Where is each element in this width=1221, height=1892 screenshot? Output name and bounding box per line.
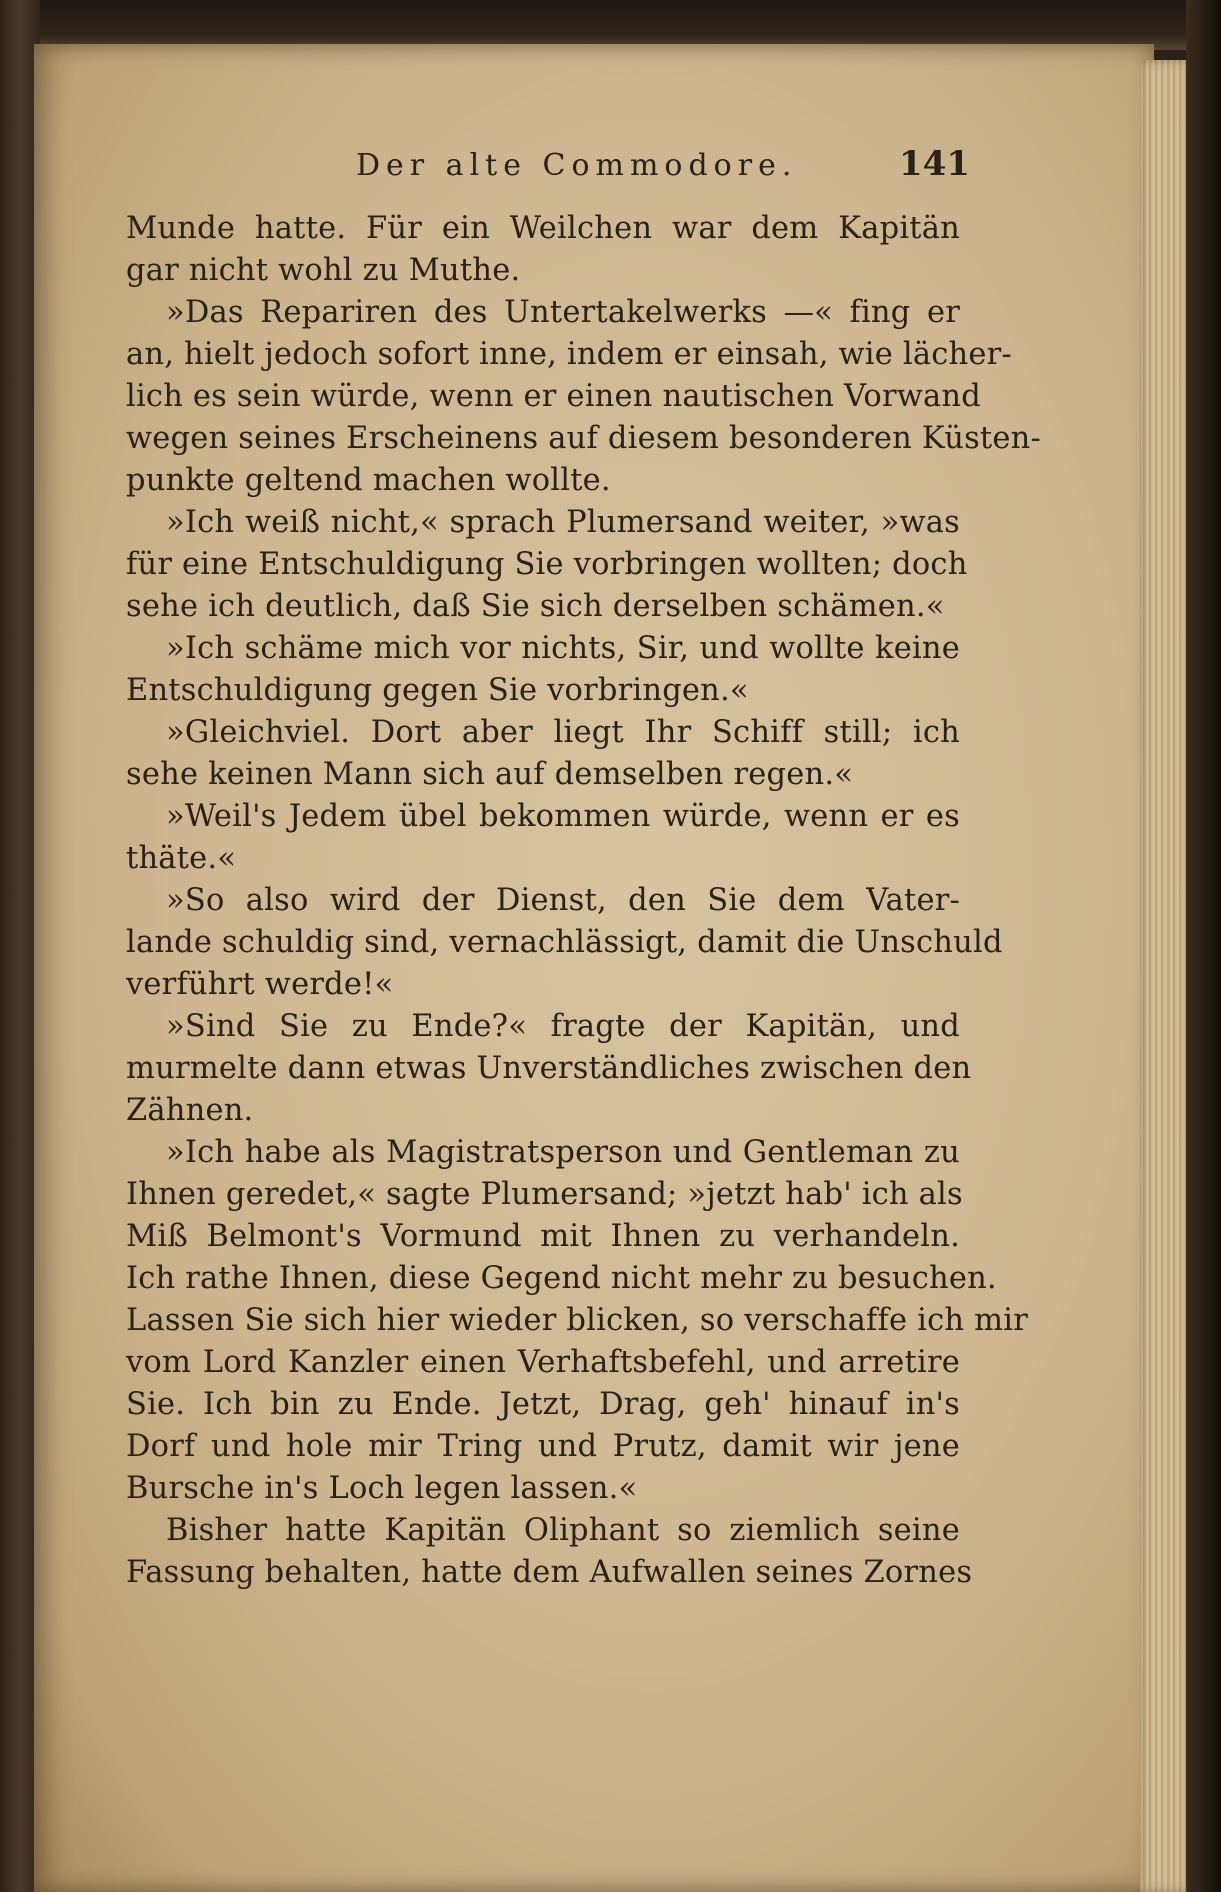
text-line: »So also wird der Dienst, den Sie dem Vater- — [166, 883, 960, 918]
text-line: »Sind Sie zu Ende?« fragte der Kapitän, und — [166, 1009, 960, 1044]
text-line: lich es sein würde, wenn er einen nautischen Vorwand — [126, 379, 981, 414]
text-line: Fassung behalten, hatte dem Aufwallen seines Zornes — [126, 1555, 973, 1590]
text-line: »Gleichviel. Dort aber liegt Ihr Schiff still; ich — [166, 715, 960, 750]
text-line: Bisher hatte Kapitän Oliphant so ziemlich seine — [166, 1513, 960, 1548]
body-text — [126, 208, 1041, 1594]
text-line: »Weil's Jedem übel bekommen würde, wenn er es — [166, 799, 960, 834]
text-line: Sie. Ich bin zu Ende. Jetzt, Drag, geh' hinauf in's — [126, 1387, 960, 1422]
text-line: an, hielt jedoch sofort inne, indem er einsah, wie lächer- — [126, 337, 1012, 372]
text-line: Zähnen. — [126, 1093, 254, 1128]
text-line: verführt werde!« — [126, 967, 394, 1002]
text-line: Lassen Sie sich hier wieder blicken, so verschaffe ich mir — [126, 1303, 1028, 1338]
text-line: lande schuldig sind, vernachlässigt, damit die Unschuld — [126, 925, 1003, 960]
text-line: für eine Entschuldigung Sie vorbringen wollten; doch — [126, 547, 968, 582]
running-title: Der alte Commodore. — [356, 148, 798, 183]
text-line: »Das Repariren des Untertakelwerks —« fing er — [166, 295, 960, 330]
text-line: Miß Belmont's Vormund mit Ihnen zu verhandeln. — [126, 1219, 960, 1254]
text-line: Ich rathe Ihnen, diese Gegend nicht mehr zu besuchen. — [126, 1261, 997, 1296]
text-line: Bursche in's Loch legen lassen.« — [126, 1471, 638, 1506]
text-line: thäte.« — [126, 841, 237, 876]
running-head — [126, 140, 970, 190]
text-line: »Ich weiß nicht,« sprach Plumersand weiter, »was — [166, 505, 960, 540]
top-binding-strip — [0, 0, 1221, 50]
text-line: »Ich habe als Magistratsperson und Gentleman zu — [166, 1135, 960, 1170]
text-line: »Ich schäme mich vor nichts, Sir, und wollte keine — [166, 631, 960, 666]
text-line: sehe keinen Mann sich auf demselben regen.« — [126, 757, 854, 792]
text-line: wegen seines Erscheinens auf diesem besonderen Küsten- — [126, 421, 1041, 456]
text-line: Entschuldigung gegen Sie vorbringen.« — [126, 673, 749, 708]
text-line: punkte geltend machen wollte. — [126, 463, 611, 498]
right-cover-board — [1186, 0, 1221, 1892]
text-line: vom Lord Kanzler einen Verhaftsbefehl, und arretire — [126, 1345, 960, 1380]
text-line: Munde hatte. Für ein Weilchen war dem Kapitän — [126, 211, 960, 246]
page-edges — [1140, 60, 1190, 1892]
page-number: 141 — [899, 144, 970, 184]
text-line: Ihnen geredet,« sagte Plumersand; »jetzt hab' ich als — [126, 1177, 963, 1212]
text-line: sehe ich deutlich, daß Sie sich derselben schämen.« — [126, 589, 945, 624]
text-line: murmelte dann etwas Unverständliches zwischen den — [126, 1051, 972, 1086]
text-line: gar nicht wohl zu Muthe. — [126, 253, 521, 288]
text-line: Dorf und hole mir Tring und Prutz, damit wir jene — [126, 1429, 960, 1464]
